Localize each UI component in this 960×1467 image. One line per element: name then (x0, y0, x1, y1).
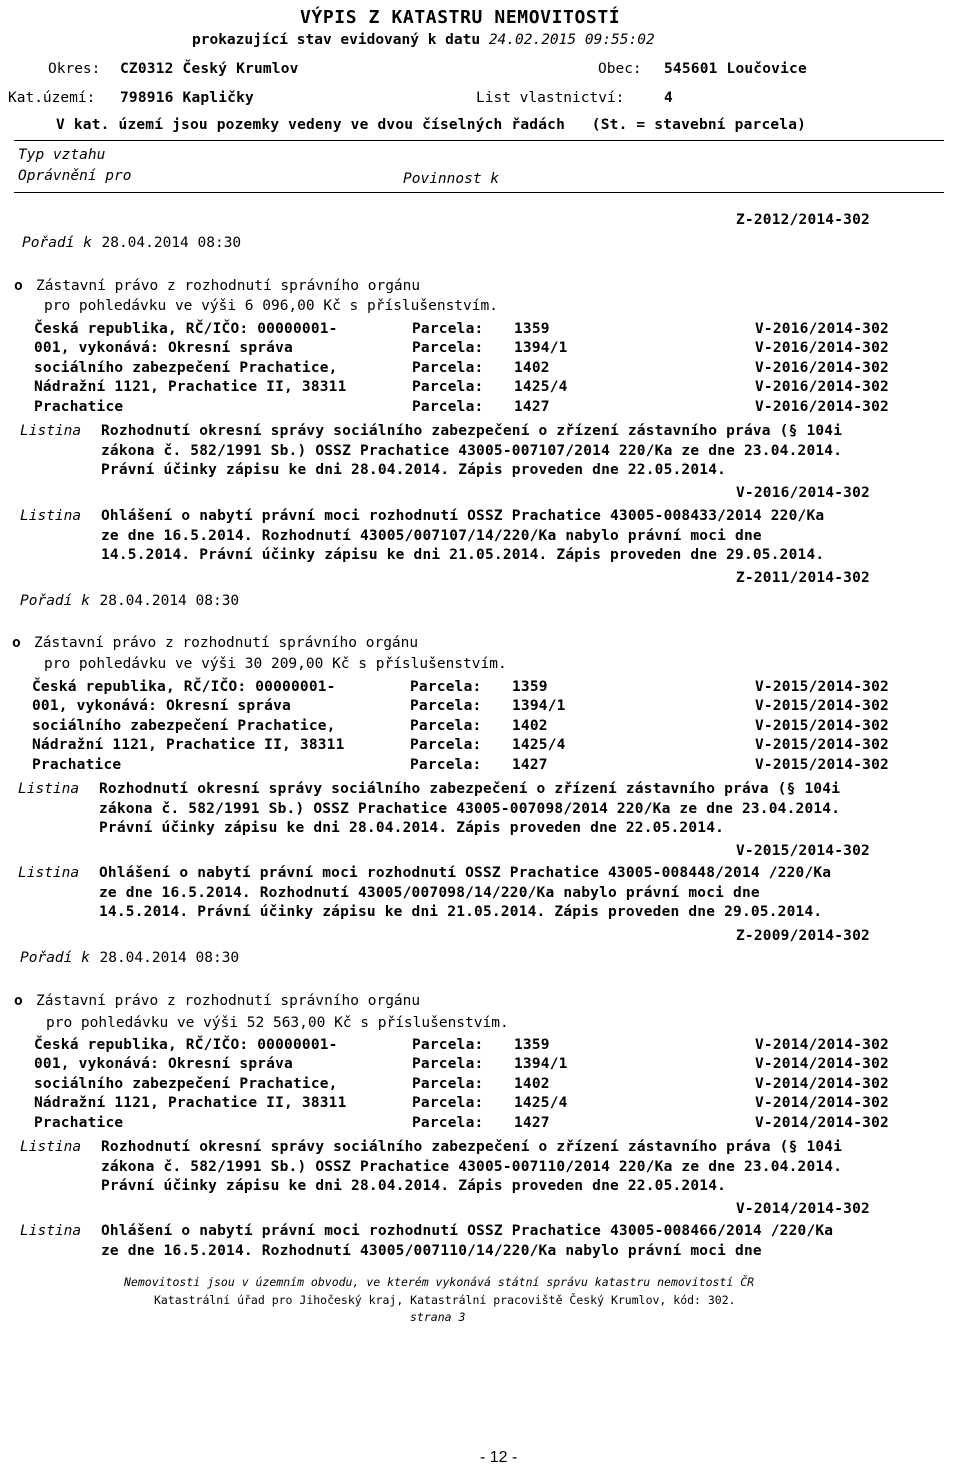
listina-line: 14.5.2014. Právní účinky zápisu ke dni 21.05.2014. Zápis proveden dne 29.05.2014. (101, 547, 825, 563)
listina-line: Právní účinky zápisu ke dni 28.04.2014. Zápis proveden dne 22.05.2014. (101, 1178, 727, 1194)
listina-line: Rozhodnutí okresní správy sociálního zabezpečení o zřízení zástavního práva (§ 104i (101, 1139, 843, 1155)
listina-line: zákona č. 582/1991 Sb.) OSSZ Prachatice 43005-007110/2014 220/Ka ze dne 23.04.2014. (101, 1158, 843, 1175)
column-typ-vztahu: Typ vztahu (18, 147, 106, 163)
page-number: - 12 - (480, 1449, 518, 1466)
parcel-ref: V-2015/2014-302 (755, 717, 889, 734)
katuzemi-value: 798916 Kapličky (120, 90, 254, 106)
owner-block (34, 1036, 347, 1133)
parcel-number: 1359 (514, 321, 550, 337)
right-title: Zástavní právo z rozhodnutí správního orgánu (36, 278, 421, 294)
listina-line: Rozhodnutí okresní správy sociálního zabezpečení o zřízení zástavního práva (§ 104i (101, 423, 843, 439)
parcel-label: Parcela: (412, 398, 484, 415)
listina-label: Listina (20, 1223, 82, 1239)
poradi-label: Pořadí k (20, 950, 90, 966)
parcel-number: 1425/4 (512, 737, 566, 754)
extract-date: 24.02.2015 09:55:02 (488, 32, 655, 48)
owner-line: Česká republika, RČ/IČO: 00000001- (32, 679, 336, 695)
owner-line: sociálního zabezpečení Prachatice, (32, 717, 336, 734)
owner-block (32, 678, 345, 775)
parcel-ref: V-2015/2014-302 (755, 679, 889, 695)
bullet-icon: o (12, 635, 21, 651)
poradi (20, 947, 239, 968)
poradi-value: 28.04.2014 08:30 (99, 593, 240, 609)
parcel-number: 1394/1 (512, 698, 566, 715)
obec-label: Obec: (598, 61, 642, 77)
parcel-series-note: V kat. území jsou pozemky vedeny ve dvou číselných řadách (St. = stavební parcela) (56, 117, 807, 133)
okres-value: CZ0312 Český Krumlov (120, 61, 299, 77)
parcel-label: Parcela: (412, 340, 484, 357)
parcel-number: 1394/1 (514, 340, 568, 357)
parcel-numbers (512, 678, 566, 775)
subtitle-prefix: prokazující stav evidovaný k datu (192, 32, 481, 48)
owner-line: Nádražní 1121, Prachatice II, 38311 (32, 737, 345, 754)
listina-line: Ohlášení o nabytí právní moci rozhodnutí OSSZ Prachatice 43005-008466/2014 /220/Ka (101, 1223, 834, 1239)
poradi (22, 232, 241, 253)
listina-line: ze dne 16.5.2014. Rozhodnutí 43005/007110/14/220/Ka nabylo právní moci dne (101, 1242, 762, 1259)
right-title: Zástavní právo z rozhodnutí správního orgánu (34, 635, 419, 651)
listina-ref: V-2014/2014-302 (736, 1201, 870, 1217)
parcel-ref: V-2016/2014-302 (755, 398, 889, 415)
parcel-ref: V-2016/2014-302 (755, 379, 889, 396)
listina-ref: V-2015/2014-302 (736, 843, 870, 859)
parcel-labels (412, 320, 483, 417)
parcel-ref: V-2015/2014-302 (755, 737, 889, 754)
listina-line: zákona č. 582/1991 Sb.) OSSZ Prachatice 43005-007107/2014 220/Ka ze dne 23.04.2014. (101, 442, 843, 459)
parcel-number: 1427 (514, 398, 550, 415)
parcel-number: 1427 (514, 1114, 550, 1131)
parcel-label: Parcela: (412, 321, 484, 337)
listina-text (101, 422, 842, 481)
list-value: 4 (664, 90, 673, 106)
owner-line: Nádražní 1121, Prachatice II, 38311 (34, 379, 347, 396)
parcel-ref: V-2014/2014-302 (755, 1037, 889, 1053)
owner-line: Česká republika, RČ/IČO: 00000001- (34, 321, 338, 337)
listina-line: Právní účinky zápisu ke dni 28.04.2014. Zápis proveden dne 22.05.2014. (99, 820, 725, 836)
parcel-ref: V-2016/2014-302 (755, 321, 889, 337)
parcel-label: Parcela: (412, 1056, 484, 1073)
parcel-number: 1425/4 (514, 1095, 568, 1112)
listina-label: Listina (20, 508, 82, 524)
listina-ref: V-2016/2014-302 (736, 485, 870, 501)
parcel-number: 1425/4 (514, 379, 568, 396)
parcel-ref: V-2015/2014-302 (755, 756, 889, 773)
claim-amount: pro pohledávku ve výši 30 209,00 Kč s příslušenstvím. (44, 656, 507, 672)
subtitle (192, 31, 655, 50)
z-reference: Z-2011/2014-302 (736, 570, 870, 586)
listina-line: ze dne 16.5.2014. Rozhodnutí 43005/007098/14/220/Ka nabylo právní moci dne (99, 884, 760, 901)
parcel-number: 1402 (512, 717, 548, 734)
column-povinnost-k: Povinnost k (403, 171, 500, 187)
parcel-number: 1402 (514, 359, 550, 376)
parcel-ref: V-2014/2014-302 (755, 1114, 889, 1131)
listina-label: Listina (20, 1139, 82, 1155)
parcel-label: Parcela: (412, 1075, 484, 1092)
parcel-ref: V-2014/2014-302 (755, 1056, 889, 1073)
bullet-icon: o (14, 993, 23, 1009)
header-divider (14, 140, 944, 141)
parcel-number: 1402 (514, 1075, 550, 1092)
z-reference: Z-2009/2014-302 (736, 928, 870, 944)
parcel-refs (755, 678, 889, 775)
parcel-label: Parcela: (412, 1037, 484, 1053)
z-reference: Z-2012/2014-302 (736, 212, 870, 228)
owner-line: Prachatice (32, 756, 122, 773)
parcel-refs (755, 320, 889, 417)
listina-text (99, 864, 831, 923)
listina-text (101, 1138, 842, 1197)
columns-divider (14, 192, 944, 193)
poradi-value: 28.04.2014 08:30 (99, 950, 240, 966)
parcel-label: Parcela: (410, 698, 482, 715)
parcel-numbers (514, 1036, 568, 1133)
parcel-ref: V-2016/2014-302 (755, 340, 889, 357)
katuzemi-label: Kat.území: (8, 90, 96, 106)
parcel-label: Parcela: (410, 679, 482, 695)
parcel-numbers (514, 320, 568, 417)
bullet-icon: o (14, 278, 23, 294)
listina-text (101, 507, 824, 566)
parcel-ref: V-2015/2014-302 (755, 698, 889, 715)
listina-label: Listina (18, 781, 80, 797)
parcel-label: Parcela: (412, 379, 484, 396)
poradi (20, 590, 239, 611)
listina-line: zákona č. 582/1991 Sb.) OSSZ Prachatice 43005-007098/2014 220/Ka ze dne 23.04.2014. (99, 800, 841, 817)
parcel-number: 1394/1 (514, 1056, 568, 1073)
owner-line: 001, vykonává: Okresní správa (32, 698, 291, 715)
obec-value: 545601 Loučovice (664, 61, 807, 77)
parcel-label: Parcela: (410, 756, 482, 773)
listina-label: Listina (20, 423, 82, 439)
poradi-label: Pořadí k (22, 235, 92, 251)
listina-text (101, 1222, 833, 1261)
column-opravneni-pro: Oprávnění pro (18, 168, 132, 184)
poradi-value: 28.04.2014 08:30 (101, 235, 242, 251)
owner-line: sociálního zabezpečení Prachatice, (34, 359, 338, 376)
list-label: List vlastnictví: (476, 90, 625, 106)
owner-line: Prachatice (34, 398, 124, 415)
parcel-label: Parcela: (410, 737, 482, 754)
owner-line: 001, vykonává: Okresní správa (34, 1056, 293, 1073)
owner-line: Nádražní 1121, Prachatice II, 38311 (34, 1095, 347, 1112)
owner-line: 001, vykonává: Okresní správa (34, 340, 293, 357)
footer-office: Katastrální úřad pro Jihočeský kraj, Katastrální pracoviště Český Krumlov, kód: 302. (154, 1293, 736, 1307)
right-title: Zástavní právo z rozhodnutí správního orgánu (36, 993, 421, 1009)
parcel-number: 1427 (512, 756, 548, 773)
listina-label: Listina (18, 865, 80, 881)
parcel-number: 1359 (512, 679, 548, 695)
listina-line: Ohlášení o nabytí právní moci rozhodnutí OSSZ Prachatice 43005-008448/2014 /220/Ka (99, 865, 832, 881)
listina-line: Rozhodnutí okresní správy sociálního zabezpečení o zřízení zástavního práva (§ 104i (99, 781, 841, 797)
listina-line: Ohlášení o nabytí právní moci rozhodnutí OSSZ Prachatice 43005-008433/2014 220/Ka (101, 508, 825, 524)
footer-notice: Nemovitosti jsou v územním obvodu, ve kterém vykonává státní správu katastru nemovitostí ČR (124, 1275, 755, 1289)
owner-line: sociálního zabezpečení Prachatice, (34, 1075, 338, 1092)
parcel-label: Parcela: (412, 1114, 484, 1131)
claim-amount: pro pohledávku ve výši 6 096,00 Kč s příslušenstvím. (44, 298, 498, 314)
parcel-number: 1359 (514, 1037, 550, 1053)
poradi-label: Pořadí k (20, 593, 90, 609)
okres-label: Okres: (48, 61, 101, 77)
listina-line: 14.5.2014. Právní účinky zápisu ke dni 21.05.2014. Zápis proveden dne 29.05.2014. (99, 904, 823, 920)
parcel-labels (410, 678, 481, 775)
owner-block (34, 320, 347, 417)
parcel-ref: V-2014/2014-302 (755, 1075, 889, 1092)
parcel-ref: V-2016/2014-302 (755, 359, 889, 376)
parcel-label: Parcela: (410, 717, 482, 734)
parcel-label: Parcela: (412, 359, 484, 376)
parcel-labels (412, 1036, 483, 1133)
footer-page: strana 3 (410, 1310, 466, 1324)
document-title: VÝPIS Z KATASTRU NEMOVITOSTÍ (300, 7, 621, 28)
parcel-refs (755, 1036, 889, 1133)
claim-amount: pro pohledávku ve výši 52 563,00 Kč s příslušenstvím. (46, 1015, 509, 1031)
owner-line: Prachatice (34, 1114, 124, 1131)
parcel-ref: V-2014/2014-302 (755, 1095, 889, 1112)
parcel-label: Parcela: (412, 1095, 484, 1112)
listina-text (99, 780, 840, 839)
owner-line: Česká republika, RČ/IČO: 00000001- (34, 1037, 338, 1053)
listina-line: ze dne 16.5.2014. Rozhodnutí 43005/007107/14/220/Ka nabylo právní moci dne (101, 527, 762, 544)
listina-line: Právní účinky zápisu ke dni 28.04.2014. Zápis proveden dne 22.05.2014. (101, 462, 727, 478)
